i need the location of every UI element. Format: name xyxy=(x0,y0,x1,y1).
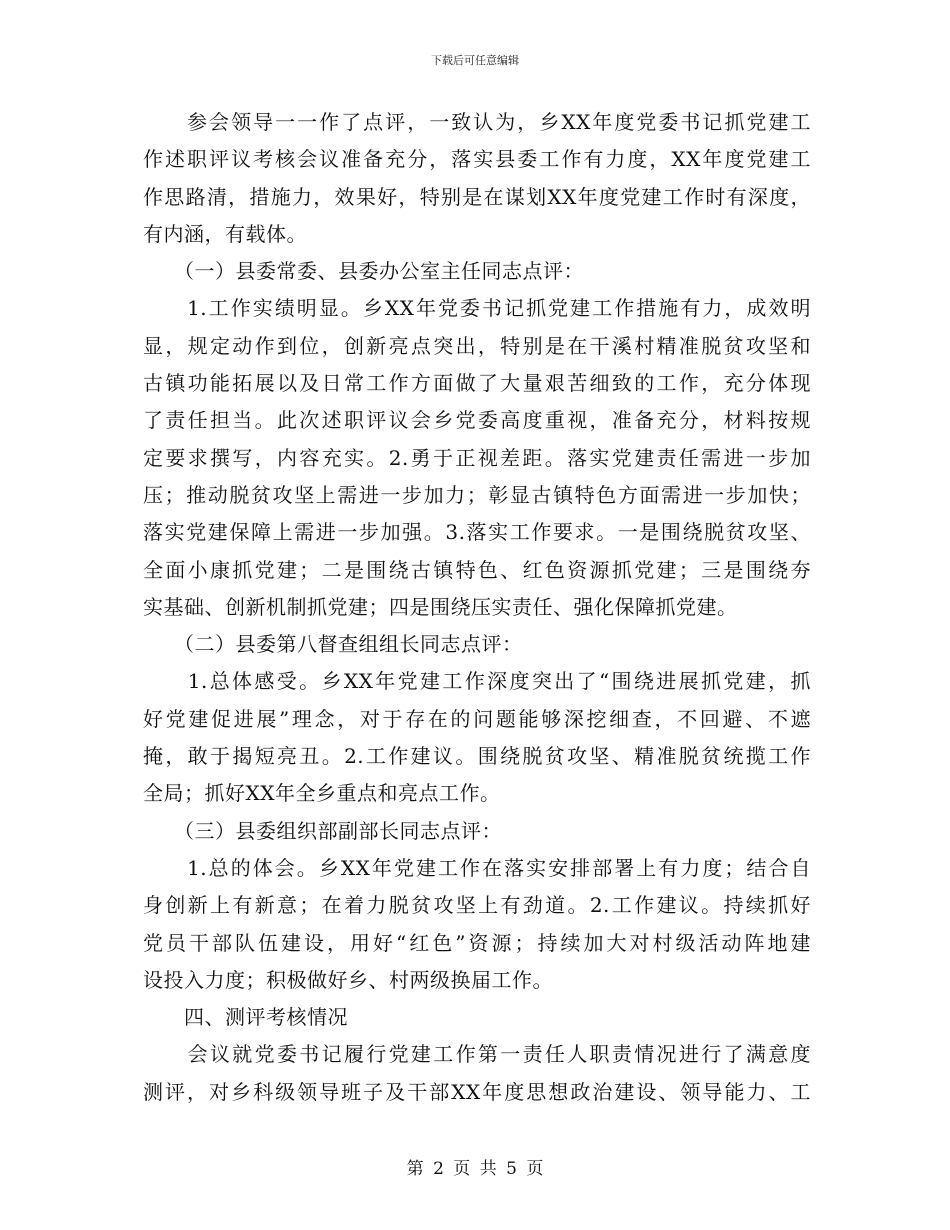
text-line: 全面小康抓党建；二是围绕古镇特色、红色资源抓党建；三是围绕夯 xyxy=(143,557,811,582)
text-line: 显，规定动作到位，创新亮点突出，特别是在干溪村精准脱贫攻坚和 xyxy=(143,333,811,358)
text-line: 好党建促进展”理念，对于存在的问题能够深挖细查，不回避、不遮 xyxy=(143,706,811,731)
text-line: 会议就党委书记履行党建工作第一责任人职责情况进行了满意度 xyxy=(143,1042,811,1067)
document-body xyxy=(143,104,811,1111)
text-line: 作思路清，措施力，效果好，特别是在谋划XX年度党建工作时有深度， xyxy=(143,184,811,209)
text-line: 设投入力度；积极做好乡、村两级换届工作。 xyxy=(143,967,553,992)
text-line: 身创新上有新意；在着力脱贫攻坚上有劲道。2.工作建议。持续抓好 xyxy=(143,893,811,918)
text-line: 实基础、创新机制抓党建；四是围绕压实责任、强化保障抓党建。 xyxy=(143,594,738,619)
text-line: （二）县委第八督查组组长同志点评： xyxy=(143,632,523,657)
text-line: 作述职评议考核会议准备充分，落实县委工作有力度，XX年度党建工 xyxy=(143,147,811,172)
text-line: 参会领导一一作了点评，一致认为，乡XX年度党委书记抓党建工 xyxy=(143,110,811,134)
text-line: 1.总的体会。乡XX年党建工作在落实安排部署上有力度；结合自 xyxy=(143,855,811,880)
text-line: 压；推动脱贫攻坚上需进一步加力；彰显古镇特色方面需进一步加快； xyxy=(143,482,811,507)
text-line: 定要求撰写，内容充实。2.勇于正视差距。落实党建责任需进一步加 xyxy=(143,445,811,470)
text-line: 全局；抓好XX年全乡重点和亮点工作。 xyxy=(143,781,501,806)
text-line: 1.工作实绩明显。乡XX年党委书记抓党建工作措施有力，成效明 xyxy=(143,296,811,321)
text-line: 测评，对乡科级领导班子及干部XX年度思想政治建设、领导能力、工 xyxy=(143,1079,811,1104)
text-line: 了责任担当。此次述职评议会乡党委高度重视，准备充分，材料按规 xyxy=(143,408,811,433)
text-line: 落实党建保障上需进一步加强。3.落实工作要求。一是围绕脱贫攻坚、 xyxy=(143,520,811,545)
text-line: （三）县委组织部副部长同志点评： xyxy=(143,818,502,843)
page-header: 下载后可任意编辑 xyxy=(431,54,519,67)
text-line: 古镇功能拓展以及日常工作方面做了大量艰苦细致的工作，充分体现 xyxy=(143,371,811,396)
page-number: 第 2 页 共 5 页 xyxy=(406,1159,544,1179)
text-line: （一）县委常委、县委办公室主任同志点评： xyxy=(143,259,584,284)
text-line: 有内涵，有载体。 xyxy=(143,221,307,246)
text-line: 党员干部队伍建设，用好“红色”资源；持续加大对村级活动阵地建 xyxy=(143,930,811,955)
text-line: 掩，敢于揭短亮丑。2.工作建议。围绕脱贫攻坚、精准脱贫统揽工作 xyxy=(143,744,811,769)
text-line: 1.总体感受。乡XX年党建工作深度突出了“围绕进展抓党建，抓 xyxy=(143,669,811,694)
text-line: 四、测评考核情况 xyxy=(143,1005,348,1030)
